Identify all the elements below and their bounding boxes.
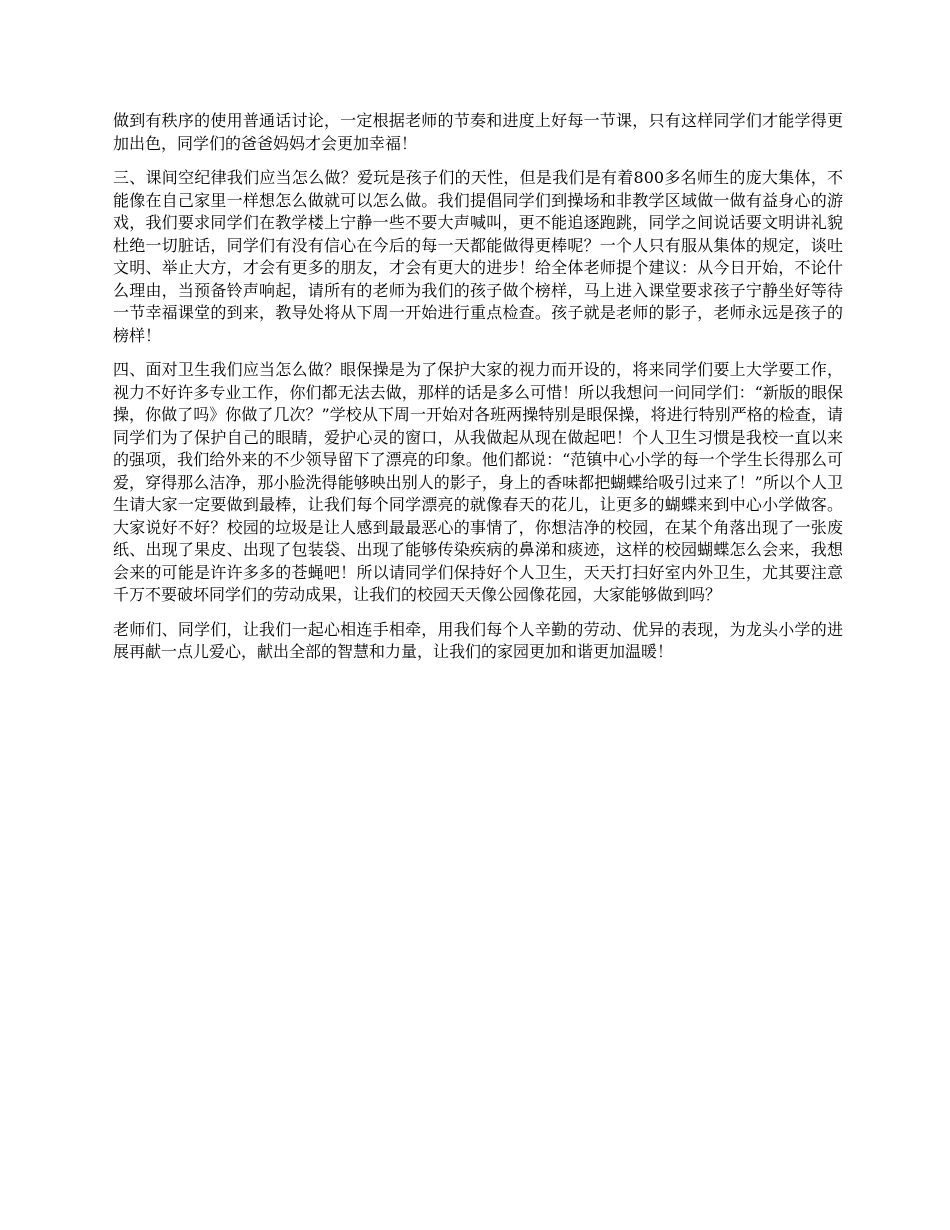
paragraph-4: 老师们、同学们，让我们一起心相连手相牵，用我们每个人辛勤的劳动、优异的表现，为龙头小学的进展再献一点儿爱心，献出全部的智慧和力量，让我们的家园更加和谐更加温暖！ <box>113 619 843 661</box>
paragraph-2: 三、课间空纪律我们应当怎么做？爱玩是孩子们的天性，但是我们是有着800多名师生的庞大集体，不能像在自己家里一样想怎么做就可以怎么做。我们提倡同学们到操场和非教学区域做一做有益身心的游戏，我们要求同学们在教学楼上宁静一些不要大声喊叫，更不能追逐跑跳，同学之间说话要文明讲礼貌杜绝一切脏话，同学们有没有信心在今后的每一天都能做得更棒呢？一个人只有服从集体的规定，谈吐文明、举止大方，才会有更多的朋友，才会有更大的进步！给全体老师提个建议：从今日开始，不论什么理由，当预备铃声响起，请所有的老师为我们的孩子做个榜样，马上进入课堂要求孩子宁静坐好等待一节幸福课堂的到来，教导处将从下周一开始进行重点检查。孩子就是老师的影子，老师永远是孩子的榜样！ <box>113 168 843 345</box>
paragraph-3: 四、面对卫生我们应当怎么做？眼保操是为了保护大家的视力而开设的，将来同学们要上大学要工作，视力不好许多专业工作，你们都无法去做，那样的话是多么可惜！所以我想问一问同学们：“新版的眼保操，你做了吗》你做了几次？”学校从下周一开始对各班两操特别是眼保操，将进行特别严格的检查，请同学们为了保护自己的眼睛，爱护心灵的窗口，从我做起从现在做起吧！个人卫生习惯是我校一直以来的强项，我们给外来的不少领导留下了漂亮的印象。他们都说：“范镇中心小学的每一个学生长得那么可爱，穿得那么洁净，那小脸洗得能够映出别人的影子，身上的香味都把蝴蝶给吸引过来了！”所以个人卫生请大家一定要做到最棒，让我们每个同学漂亮的就像春天的花儿，让更多的蝴蝶来到中心小学做客。大家说好不好？校园的垃圾是让人感到最最恶心的事情了，你想洁净的校园，在某个角落出现了一张废纸、出现了果皮、出现了包装袋、出现了能够传染疾病的鼻涕和痰迹，这样的校园蝴蝶怎么会来，我想会来的可能是许许多多的苍蝇吧！所以请同学们保持好个人卫生，天天打扫好室内外卫生，尤其要注意千万不要破坏同学们的劳动成果，让我们的校园天天像公园像花园，大家能够做到吗？ <box>113 360 843 604</box>
document-page <box>113 110 843 676</box>
paragraph-1: 做到有秩序的使用普通话讨论，一定根据老师的节奏和进度上好每一节课，只有这样同学们才能学得更加出色，同学们的爸爸妈妈才会更加幸福！ <box>113 111 843 153</box>
